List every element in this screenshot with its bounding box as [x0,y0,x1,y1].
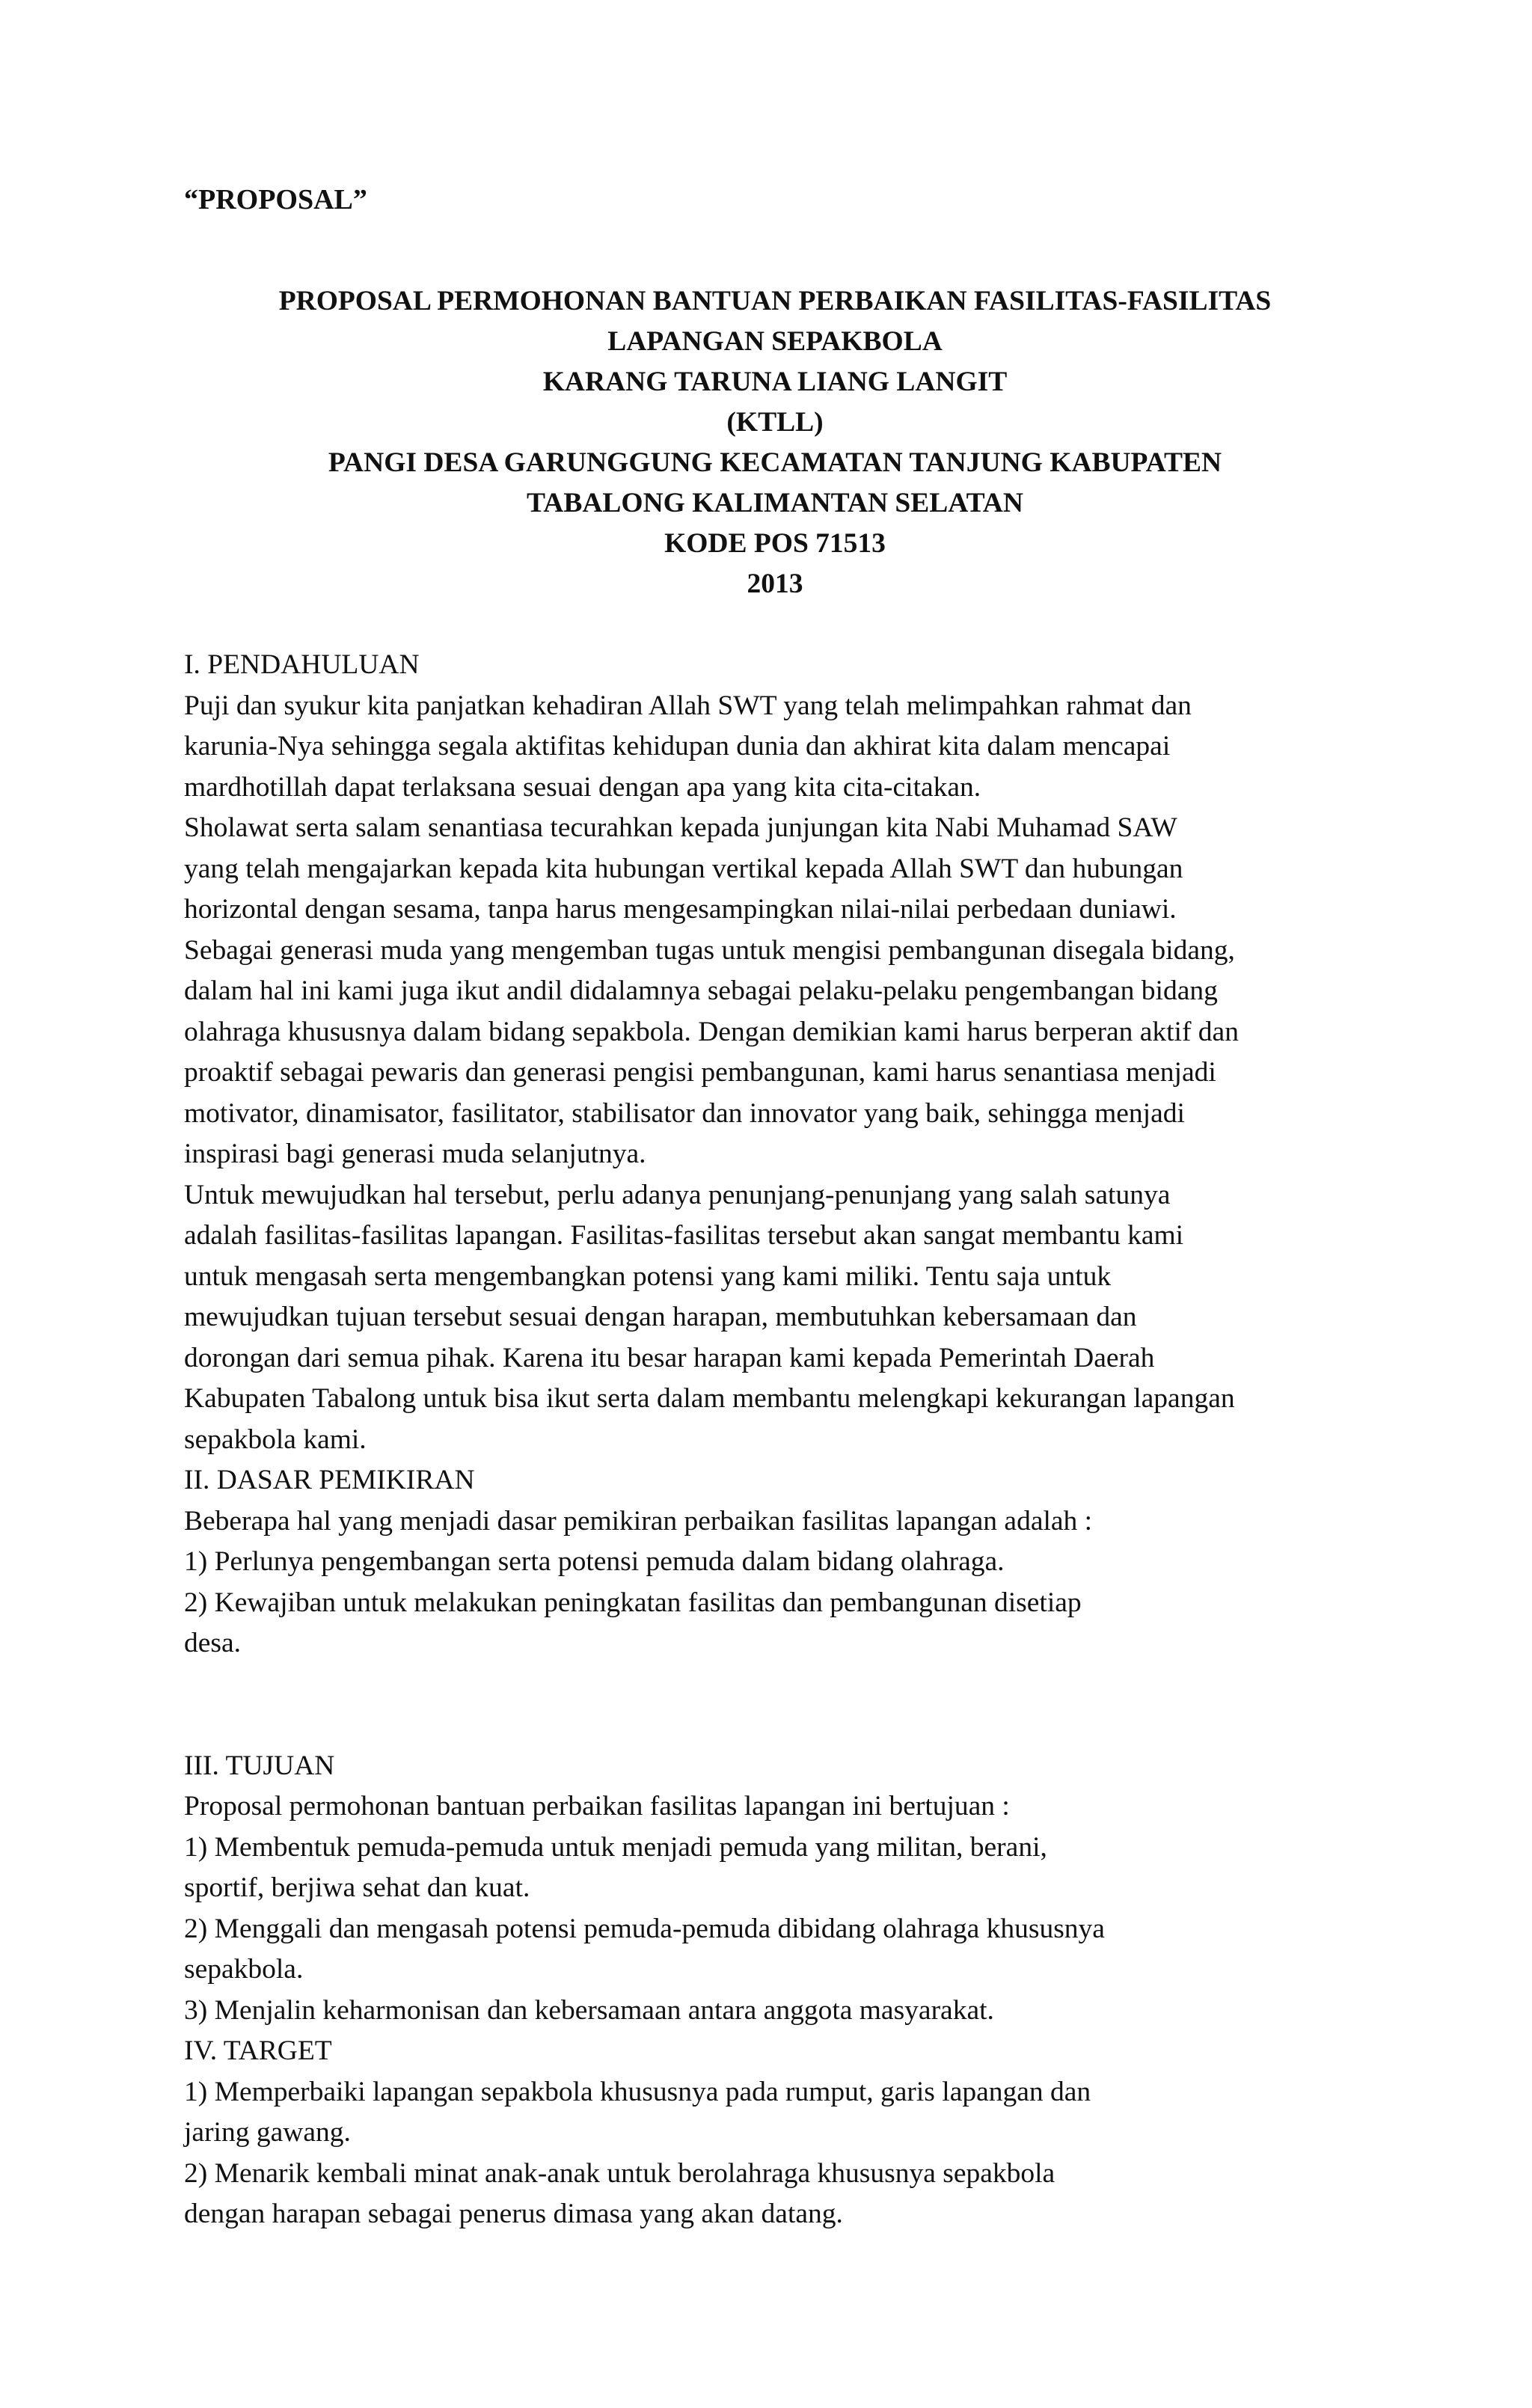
title-line: TABALONG KALIMANTAN SELATAN [527,488,1023,518]
title-line: PANGI DESA GARUNGGUNG KECAMATAN TANJUNG KABUPATEN [328,447,1222,478]
list-item: 2) Menggali dan mengasah potensi pemuda-pemuda dibidang olahraga khususnya [184,1913,1105,1944]
document-label: “PROPOSAL” [184,184,367,215]
title-line: KARANG TARUNA LIANG LANGIT [542,367,1008,397]
body-line: Proposal permohonan bantuan perbaikan fasilitas lapangan ini bertujuan : [184,1791,1010,1822]
body-line: dalam hal ini kami juga ikut andil didalamnya sebagai pelaku-pelaku pengembangan bidang [184,975,1218,1006]
section-pendahuluan [184,645,1366,1460]
body-line: Puji dan syukur kita panjatkan kehadiran Allah SWT yang telah melimpahkan rahmat dan [184,690,1192,721]
body-line: horizontal dengan sesama, tanpa harus mengesampingkan nilai-nilai perbedaan duniawi. [184,894,1177,925]
body-line: yang telah mengajarkan kepada kita hubungan vertikal kepada Allah SWT dan hubungan [184,853,1183,884]
body-line: motivator, dinamisator, fasilitator, stabilisator dan innovator yang baik, sehingga menjadi [184,1097,1185,1129]
body-line: sepakbola kami. [184,1424,367,1455]
list-item: 1) Perlunya pengembangan serta potensi pemuda dalam bidang olahraga. [184,1546,1005,1577]
body-line: olahraga khususnya dalam bidang sepakbola. Dengan demikian kami harus berperan aktif dan [184,1016,1239,1047]
body-line: Kabupaten Tabalong untuk bisa ikut serta dalam membantu melengkapi kekurangan lapangan [184,1383,1235,1414]
list-item: 2) Menarik kembali minat anak-anak untuk berolahraga khususnya sepakbola [184,2157,1055,2189]
list-item: 2) Kewajiban untuk melakukan peningkatan fasilitas dan pembangunan disetiap [184,1587,1082,1618]
body-line: karunia-Nya sehingga segala aktifitas kehidupan dunia dan akhirat kita dalam mencapai [184,731,1171,762]
section-spacer [184,1664,1366,1746]
section-target [184,2031,1366,2235]
body-line: mewujudkan tujuan tersebut sesuai dengan harapan, membutuhkan kebersamaan dan [184,1302,1137,1332]
list-item: 3) Menjalin keharmonisan dan kebersamaan antara anggota masyarakat. [184,1994,994,2026]
document-page [184,180,1366,2235]
document-title [184,281,1366,604]
document-body [184,645,1366,2235]
section-heading: IV. TARGET [184,2035,332,2066]
body-line: inspirasi bagi generasi muda selanjutnya. [184,1139,646,1169]
body-line: adalah fasilitas-fasilitas lapangan. Fasilitas-fasilitas tersebut akan sangat membantu kami [184,1220,1184,1251]
title-line: 2013 [747,569,803,599]
body-line: Sholawat serta salam senantiasa tecurahkan kepada junjungan kita Nabi Muhamad SAW [184,812,1177,843]
section-tujuan [184,1746,1366,2032]
title-line: PROPOSAL PERMOHONAN BANTUAN PERBAIKAN FASILITAS-FASILITAS [278,286,1272,316]
body-line: Sebagai generasi muda yang mengemban tugas untuk mengisi pembangunan disegala bidang, [184,934,1235,966]
list-item-continuation: desa. [184,1628,242,1658]
body-line: Untuk mewujudkan hal tersebut, perlu adanya penunjang-penunjang yang salah satunya [184,1179,1171,1210]
list-item: 1) Memperbaiki lapangan sepakbola khususnya pada rumput, garis lapangan dan [184,2076,1091,2107]
title-line: KODE POS 71513 [664,528,886,559]
body-line: mardhotillah dapat terlaksana sesuai dengan apa yang kita cita-citakan. [184,771,981,803]
title-line: LAPANGAN SEPAKBOLA [607,326,943,357]
list-item-continuation: dengan harapan sebagai penerus dimasa yang akan datang. [184,2199,843,2229]
list-item-continuation: sepakbola. [184,1954,304,1985]
list-item-continuation: sportif, berjiwa sehat dan kuat. [184,1872,530,1903]
list-item: 1) Membentuk pemuda-pemuda untuk menjadi pemuda yang militan, berani, [184,1831,1047,1863]
body-line: dorongan dari semua pihak. Karena itu besar harapan kami kepada Pemerintah Daerah [184,1342,1155,1373]
list-item-continuation: jaring gawang. [184,2117,351,2148]
body-line: proaktif sebagai pewaris dan generasi pengisi pembangunan, kami harus senantiasa menjadi [184,1057,1216,1088]
section-heading: I. PENDAHULUAN [184,649,420,680]
section-dasar-pemikiran [184,1460,1366,1664]
body-line: untuk mengasah serta mengembangkan potensi yang kami miliki. Tentu saja untuk [184,1260,1112,1292]
body-line: Beberapa hal yang menjadi dasar pemikiran perbaikan fasilitas lapangan adalah : [184,1505,1093,1537]
title-line: (KTLL) [726,407,824,438]
section-heading: III. TUJUAN [184,1750,335,1781]
section-heading: II. DASAR PEMIKIRAN [184,1465,475,1495]
